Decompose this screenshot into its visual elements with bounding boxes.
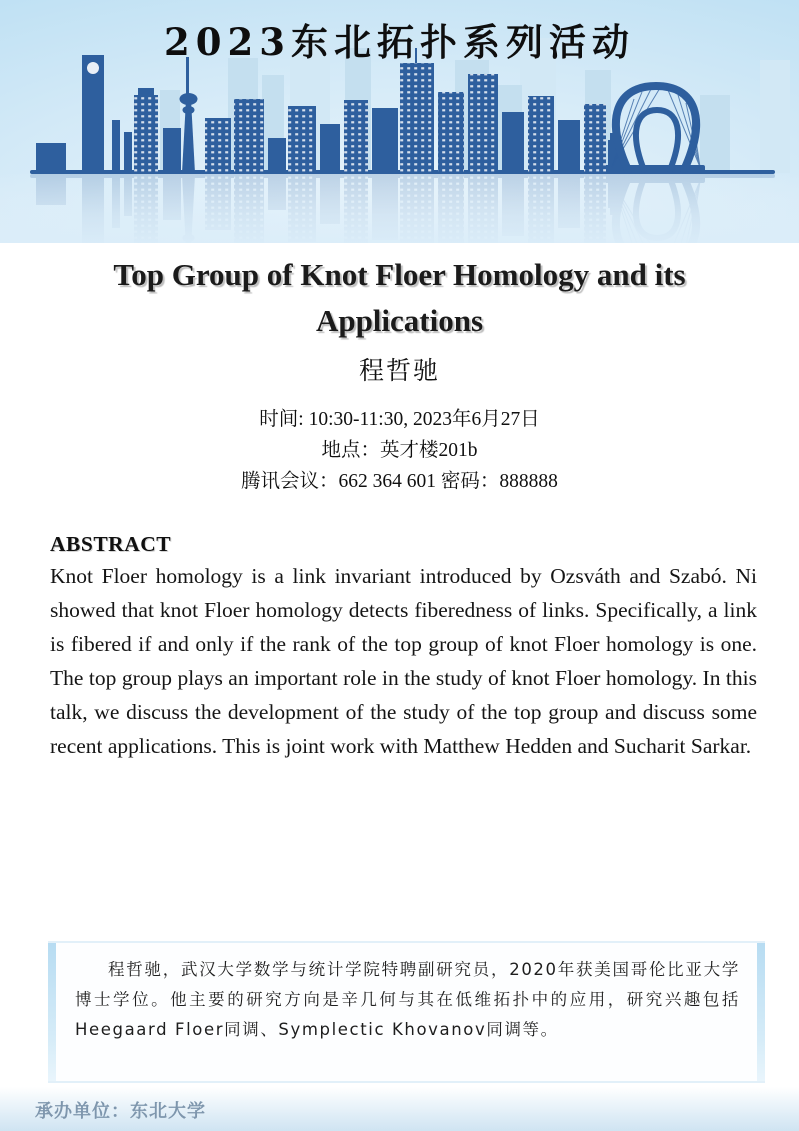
bio-box-left-edge <box>48 943 56 1081</box>
event-time: 时间: 10:30-11:30, 2023年6月27日 <box>259 409 540 430</box>
reflection-fade <box>0 174 799 243</box>
foreground-city <box>30 48 775 174</box>
series-title: 2023东北拓扑系列活动 <box>164 20 635 64</box>
talk-title <box>40 252 759 344</box>
talk-title-line1: Top Group of Knot Floer Homology and its <box>113 257 686 292</box>
event-details <box>0 404 799 497</box>
abstract-section <box>50 532 757 763</box>
arch-bridge <box>612 86 700 170</box>
speaker-name: 程哲驰 <box>358 358 440 385</box>
footer-band <box>0 1087 799 1131</box>
abstract-body: Knot Floer homology is a link invariant introduced by Ozsváth and Szabó. Ni showed that knot Floer homology detects fiberedness of links. Specifically, a link is fibered if and only if the rank of the top group of knot Floer homology is one. The top group plays an important role in the study of knot Floer homology. In this talk, we discuss the development of the study of the top group and discuss some recent applications. This is joint work with Matthew Hedden and Sucharit Sarkar. <box>50 564 757 758</box>
header-banner <box>0 0 799 243</box>
bio-box-right-edge <box>757 943 765 1081</box>
speaker-bio-text: 程哲驰，武汉大学数学与统计学院特聘副研究员，2020年获美国哥伦比亚大学博士学位。他主要的研究方向是辛几何与其在低维拓扑中的应用，研究兴趣包括Heegaard Floer同调、Symplectic Khovanov同调等。 <box>75 960 740 1039</box>
speaker-bio-box <box>48 941 765 1083</box>
abstract-heading: ABSTRACT <box>50 532 172 556</box>
talk-title-line2: Applications <box>315 303 484 338</box>
event-meeting-info: 腾讯会议：662 364 601 密码：888888 <box>241 471 558 492</box>
event-location: 地点：英才楼201b <box>321 440 478 461</box>
organizer-label: 承办单位：东北大学 <box>35 1101 206 1122</box>
